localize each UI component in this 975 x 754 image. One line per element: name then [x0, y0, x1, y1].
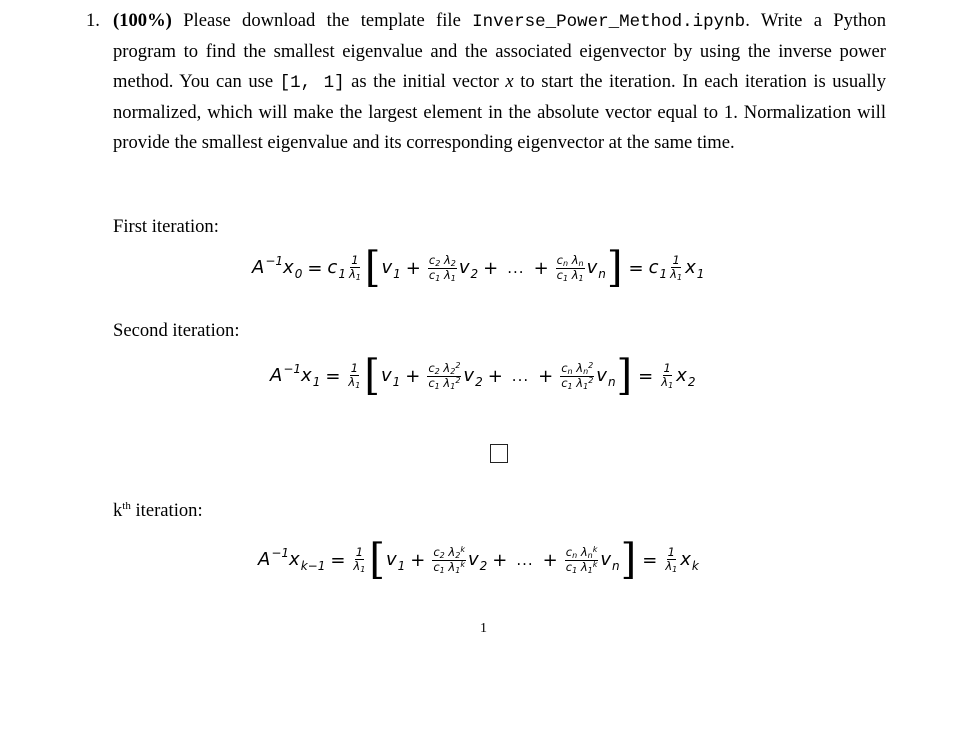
initial-vector: [1, 1] — [279, 73, 345, 93]
question-number: 1. — [86, 10, 100, 31]
placeholder-box — [490, 444, 508, 463]
first-iteration-equation: A $^{-1}$ x $_0$ = c $_1$ $\frac{1}{\lambda_1}$ [ v $_1$ + $\frac{c_2 \lambda_2}{c_1 \lambda_1}$ v $_2$ + ... + $\frac{c_n \lambda_n}{c_1 \lambda_1}$ v $_n$ ] = c $_1$ $\frac{1}{\lambda_1}$ x $_1$ — [252, 243, 705, 293]
question-weight: (100%) — [113, 10, 172, 31]
first-iteration-label: First iteration: — [113, 216, 219, 237]
variable-x: x — [505, 71, 514, 92]
kth-iteration-equation: A $^{-1}$ x $_{k-1}$ = $\frac{1}{\lambda_1}$ [ v $_1$ + $\frac{c_2 \lambda_2^k}{c_1 \lambda_1^k}$ v $_2$ + ... + $\frac{c_n \lambda_n^k}{c_1 \lambda_1^k}$ v $_n$ ] = $\frac{1}{\lambda_1}$ x $_k$ — [258, 535, 699, 585]
template-filename: Inverse_Power_Method.ipynb — [472, 12, 746, 32]
second-iteration-equation: A $^{-1}$ x $_1$ = $\frac{1}{\lambda_1}$ [ v $_1$ + $\frac{c_2 \lambda_2^2}{c_1 \lambda_1^2}$ v $_2$ + ... + $\frac{c_n \lambda_n^2}{c_1 \lambda_1^2}$ v $_n$ ] = $\frac{1}{\lambda_1}$ x $_2$ — [270, 351, 696, 401]
question-text-1: Please download the template file — [171, 10, 473, 31]
question-body — [113, 6, 886, 158]
question-text-3: as the initial vector — [344, 71, 506, 92]
kth-iteration-label: $k^{th}$ iteration: — [113, 500, 203, 521]
question-paragraph — [86, 6, 886, 158]
question-text-2: . Write a Python program to find the smallest eigenvalue and the associated eigenvector by using the inverse power method. You can use — [113, 10, 886, 92]
question-text-4: to start the iteration. In each iteration is usually normalized, which will make the largest element in the absolute vector equal to 1. Normalization will provide the smallest eigenvalue and its corresponding eigenvector at the same time. — [113, 71, 886, 153]
second-iteration-label: Second iteration: — [113, 320, 240, 341]
page-number: 1 — [480, 621, 487, 636]
